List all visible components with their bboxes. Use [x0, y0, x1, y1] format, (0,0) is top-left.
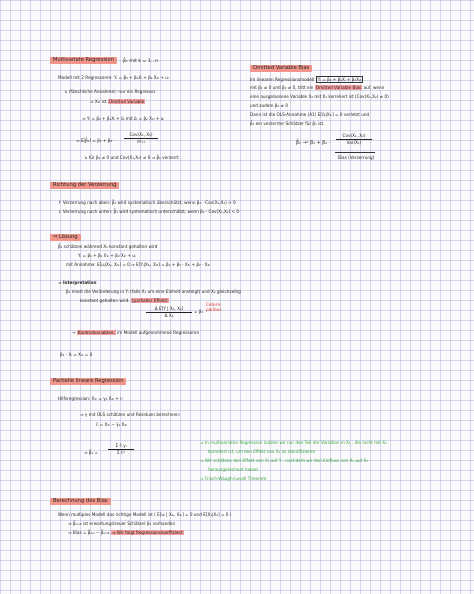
green-note-3: ⇒ Wir schätzen den Effekt von X₁ auf Y , nachdem wir den Einfluss von X₂ auf X₁ [200, 458, 369, 463]
green-note-2: korreliert ist, um den Effekt von X₁ zu identifizieren [208, 449, 316, 454]
model-line: Modell mit 2 Regressoren: Yᵢ = β₀ + β₁Xᵢ + β₂ X₂ᵢ + uᵢ [58, 75, 169, 80]
heading-partial-regression: Partielle lineare Regression [50, 378, 126, 385]
partial-fraction [108, 443, 134, 455]
green-note-5: ⇒ Frisch-Waugh-Lovell Theorem [200, 476, 267, 481]
bias-calc-line-3-prefix: ⇒ Bias = β̂ₑᵢₙ − β̂ₘᵤₗₜ [68, 530, 110, 535]
implies-line: β₁ · Xᵢ = X₂ᵢ = 0 [60, 352, 93, 357]
control-variables-line [72, 330, 199, 335]
ovb-line-3: eine ausgelassene Variable X₂ mit X₁ korreliert ist (Cov(X₁,X₂) ≠ 0) [250, 94, 389, 99]
control-highlight: Kontrollvariablen: [77, 330, 115, 335]
partial-result: ⇒ β̂₁ = [84, 450, 99, 455]
solution-line-2: Yᵢ = β₀ + β₁ X₁ᵢ + β₂ X₂ᵢ + uᵢ [78, 253, 136, 258]
ovb-formula: β̂₁ →ᵖ β₁ + β₂ · [296, 141, 331, 146]
partial-effect-fraction [146, 306, 192, 318]
partial-fraction-den: Σ r̂ᵢ² [116, 450, 126, 455]
heading-omitted-variable-bias: Omitted Variable Bias [250, 65, 312, 72]
ovb-fraction-num: Cov(X₁, X₂) [342, 133, 366, 138]
heading-bias-calculation: Berechnung des Bias [50, 498, 111, 505]
ovb-line-4: und zudem β₂ ≠ 0 [250, 103, 288, 108]
bias-down-line: ↓ Verzerrung nach unten: β̂₁ wird systematisch unterschätzt, wenn β₂ · Cov(X₁,X₂) < 0 [58, 209, 240, 214]
ovb-fraction [336, 133, 372, 145]
partial-effect-den: Δ X₁ [164, 313, 174, 318]
ceteris-paribus-label-2: paribus [206, 307, 222, 312]
assumption-detail [90, 99, 145, 104]
short-model-line: ⇒ Yᵢ = β₀ + β₁Xᵢ + ũᵢ mit ũᵢ = β₂ X₂ᵢ + uᵢ [82, 116, 165, 121]
control-prefix: → [72, 330, 76, 335]
ovb-line-2-suffix: auf, wenn [363, 85, 385, 90]
heading-solution: ⇒ Lösung [50, 234, 81, 241]
ceteris-paribus-label: Ceteris [206, 302, 221, 307]
ovb-line-6: β̂₁ ein verzerrter Schätzer für β₁ ist. [250, 121, 325, 126]
omitted-variable-highlight: Omitted Variable [108, 99, 145, 104]
ovb-highlight: Omitted Variable Bias [315, 85, 362, 90]
solution-line-1: β̂₁ schätzen während X₂ konstant gehalten wird [58, 244, 158, 249]
heading-multiple-regression: Multivariate Regression [50, 57, 117, 64]
ovb-line-1-prefix: Im linearen Regressionsmodell [250, 77, 315, 82]
interpretation-title: ⇒ Interpretation [58, 280, 97, 285]
ovb-fraction-den: Var(X₁) [346, 140, 362, 145]
bias-calc-line-3 [68, 530, 184, 535]
expectation-fraction-num: Cov(X₁, X₂) [129, 132, 153, 137]
bias-label: Bias (Verzerrung) [338, 155, 375, 160]
partial-effect-num: Δ E[Y | X₁, X₂] [154, 306, 184, 311]
partial-fraction-num: Σ r̂ᵢ yᵢ [115, 443, 127, 448]
bias-underline [335, 152, 375, 153]
interpretation-line-1: β₁ misst die Veränderung in Yᵢ (falls X₁ um eine Einheit ansteigt) und X₂ gleichzeitig [66, 289, 241, 294]
interpretation-line-2-prefix: konstant gehalten wird. [80, 298, 130, 303]
partial-line-2: r̂ᵢ = X₁ᵢ − γ̂₀ X₂ᵢ [96, 422, 127, 427]
partial-line-1: ⇒ γ mit OLS schätzen und Residuen berechnen: [80, 412, 181, 417]
green-note-4: herausgerechnet haben [208, 467, 259, 472]
expectation-fraction-den: σ²ₓ₁ [137, 139, 145, 144]
bias-calc-line-1: Wenn multiples Modell das richtige Modell ist ( E[uᵢ | X₁ᵢ, X₂ᵢ] = 0 und E[X₁|X₂] = 0 ) [58, 512, 232, 517]
ovb-line-2-text: β₁ ≠ 0 und β₂ ≠ 0, tritt ein [258, 85, 314, 90]
assumption-line: ↳ (fälschliche Annahme): nur ein Regressor [64, 89, 156, 94]
interpretation-line-2 [80, 298, 169, 303]
auxiliary-regression: Hilfsregression: X₁ᵢ = γ₀ X₂ᵢ + rᵢ [58, 396, 123, 401]
bias-calc-line-2: ⇒ β̂ₘᵤₗₜ ist erwartungstreuer Schätzer β₁ vorhanden [68, 521, 176, 526]
control-text: im Modell aufgenommene Regressoren [117, 330, 200, 335]
green-note-1: ⇒ In multivariaten Regression nutzen wir nur den Teil der Variation in X₁ , die nicht mit X₂ [200, 440, 387, 445]
expectation-fraction [124, 132, 158, 144]
partial-effect-tail: = β₁ [194, 309, 204, 314]
partial-effect-highlight: (partieller Effekt) [131, 298, 168, 303]
heading-suffix: β̂ₖ mit k = 1…n [123, 59, 159, 64]
assumption-detail-prefix: ⇒ X₂ᵢ ist [90, 99, 107, 104]
conclusion-line: ↳ für β₂ ≠ 0 und Cov(X₁,X₂) ≠ 0 ⇒ β̂₁ verzerrt [84, 155, 179, 160]
ovb-model-box: Yᵢ = β₀ + β₁Xᵢ + β₂X₂ᵢ [317, 77, 362, 82]
bias-calc-highlight: ⇒ Wir folgt Regressionskoeffizient [112, 530, 183, 535]
ovb-line-2 [250, 85, 384, 90]
ovb-line-5: Dann ist die OLS-Annahme (A1) E[ũᵢ|X₁ᵢ] = 0 verletzt und [250, 112, 370, 117]
solution-line-3: mit Annahme: E[uᵢ|X₁ᵢ, X₂ᵢ] = 0 ⇒ E[Yᵢ|X₁ᵢ, X₂ᵢ] = β₀ + β₁ · X₁ᵢ + β₂ · X₂ᵢ [66, 262, 211, 267]
heading-bias-direction: Richtung der Verzerrung [50, 182, 119, 189]
ovb-line-1 [250, 76, 363, 83]
bias-up-line: ↑ Verzerrung nach oben: β̂₁ wird systematisch überschätzt, wenn β₂ · Cov(X₁,X₂) > 0 [58, 200, 236, 205]
ovb-line-2-prefix: mit [250, 85, 257, 90]
expectation-line: ⇒ E[β̂₁] = β₁ + β₂ · [76, 138, 115, 143]
